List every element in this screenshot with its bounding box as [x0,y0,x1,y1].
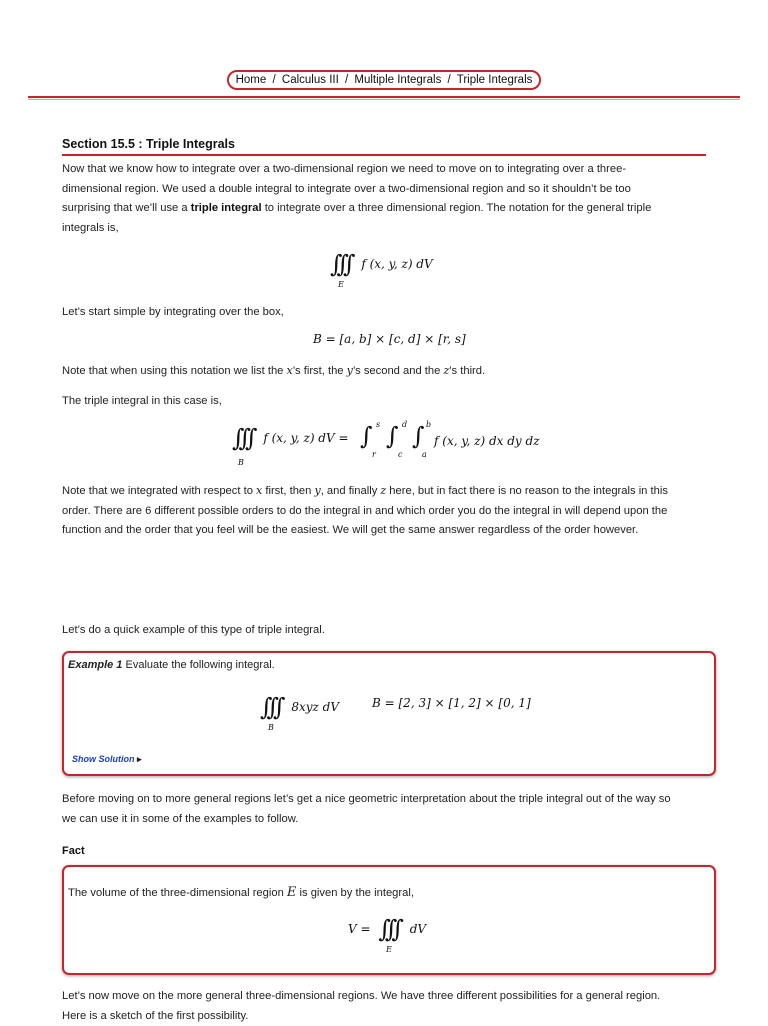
general-line-2: Here is a sketch of the first possibility. [62,1007,706,1026]
general-regions-paragraph [62,987,706,1026]
limit-lower-r: r [372,450,376,459]
integral-sign-x: ∫ [412,422,425,450]
limit-lower-c: c [398,450,402,459]
section-divider [62,154,706,156]
case-paragraph: The triple integral in this case is, [62,392,706,412]
header-divider [28,96,740,98]
integration-note-line-1 [62,481,706,502]
intro-line-2: dimensional region. We used a double integral to integrate over a two-dimensional region and so it shouldn’t be too [62,180,706,200]
triple-integral-sign: ∫∫∫ [260,693,280,721]
example-integrand: 8xyz dV [291,700,339,714]
geometric-line-1: Before moving on to more general regions let’s get a nice geometric interpretation about the triple integral out of the way so [62,790,706,810]
expand-triangle-icon: ▸ [137,754,142,764]
example-label: Example 1 [68,659,122,671]
general-integrand: f (x, y, z) dV [361,257,432,271]
triple-integral-sign: ∫∫∫ [330,250,350,278]
case-rhs-integrand: f (x, y, z) dx dy dz [434,434,540,448]
var-y: y [347,364,353,377]
show-solution-button[interactable] [72,754,142,765]
breadcrumb-separator: / [445,74,454,86]
volume-lhs: V = [348,922,371,936]
intro-line-3c: to integrate over a three dimensional region. The notation for the general triple [262,202,652,214]
integral-sign-y: ∫ [386,422,399,450]
fact-heading: Fact [62,845,85,857]
var-z: z [380,484,386,497]
intro-line-3a: surprising that we’ll use a [62,202,191,214]
iterated-integral-formula [232,420,552,470]
var-x: x [287,364,293,377]
order-note-a: Note that when using this notation we list the [62,365,287,377]
order-note-c: ’s second and the [353,365,444,377]
breadcrumb-container [0,70,768,90]
quick-example-paragraph: Let’s do a quick example of this type of triple integral. [62,621,706,641]
example-box [62,651,716,776]
breadcrumb-chapter-link[interactable]: Multiple Integrals [354,74,441,86]
breadcrumb [227,70,542,90]
example-region-subscript: B [268,723,274,732]
geometric-line-2: we can use it in some of the examples to follow. [62,810,706,830]
section-title: Section 15.5 : Triple Integrals [62,137,235,151]
var-y: y [314,484,320,497]
integration-note-line-3: function and the order that you feel will be the easiest. We will get the same answer regardless of the order however. [62,521,706,541]
intro-paragraph [62,160,706,238]
example-integral [260,689,339,717]
triple-integral-sign: ∫∫∫ [232,424,252,452]
int-note-1c: , and finally [321,485,381,497]
integration-note-line-2: order. There are 6 different possible orders to do the integral in and which order you do the integral in will depend upon the [62,502,706,522]
box-definition: B = [a, b] × [c, d] × [r, s] [313,332,466,346]
general-region-subscript: E [338,280,344,289]
triple-integral-term: triple integral [191,202,262,214]
order-note-d: ’s third. [449,365,485,377]
order-note [62,361,706,382]
int-note-1b: first, then [262,485,314,497]
fact-text [68,885,414,900]
fact-text-b: is given by the integral, [296,887,414,899]
example-region-definition: B = [2, 3] × [1, 2] × [0, 1] [372,696,531,710]
limit-lower-a: a [422,450,427,459]
intro-line-3 [62,199,706,219]
intro-line-1: Now that we know how to integrate over a two-dimensional region we need to move on to integrating over a three- [62,160,706,180]
triple-integral-sign: ∫∫∫ [378,915,398,943]
breadcrumb-separator: / [270,74,279,86]
limit-upper-s: s [376,420,380,429]
int-note-1d: here, but in fact there is no reason to the integrals in this [386,485,668,497]
example-prompt: Evaluate the following integral. [125,659,274,671]
fact-var-e: E [287,885,297,900]
var-z: z [443,364,449,377]
header-divider-shadow [28,99,740,100]
example-heading [68,659,275,671]
integral-sign-z: ∫ [360,422,373,450]
breadcrumb-course-link[interactable]: Calculus III [282,74,339,86]
order-note-b: ’s first, the [293,365,347,377]
volume-region-subscript: E [386,945,392,954]
case-lhs-integrand: f (x, y, z) dV = [263,431,348,445]
integration-order-note [62,481,706,541]
breadcrumb-separator: / [342,74,351,86]
case-lhs-region: B [238,458,244,467]
limit-upper-b: b [426,420,431,429]
fact-box [62,865,716,975]
limit-upper-d: d [402,420,407,429]
breadcrumb-home-link[interactable]: Home [236,74,267,86]
int-note-1a: Note that we integrated with respect to [62,485,256,497]
geometric-paragraph [62,790,706,829]
volume-integrand: dV [410,922,426,936]
breadcrumb-current: Triple Integrals [457,74,533,86]
intro-line-4: integrals is, [62,219,706,239]
fact-text-a: The volume of the three-dimensional region [68,887,287,899]
var-x: x [256,484,262,497]
volume-formula [348,911,426,939]
general-line-1: Let’s now move on the more general three-dimensional regions. We have three different possibilities for a general region. [62,987,706,1007]
box-paragraph: Let’s start simple by integrating over the box, [62,303,706,323]
show-solution-label: Show Solution [72,754,135,764]
general-notation-formula [330,246,433,274]
